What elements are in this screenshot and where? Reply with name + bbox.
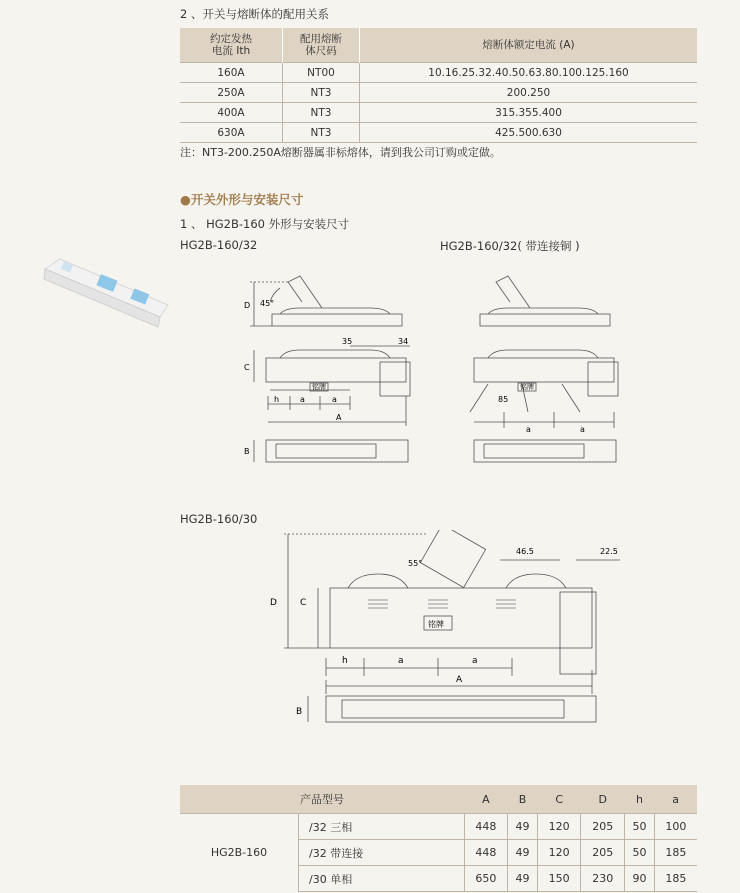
cell-rating: 315.355.400 bbox=[360, 103, 698, 123]
cell-size: NT00 bbox=[283, 63, 360, 83]
cell-B: 49 bbox=[508, 866, 538, 892]
cell-B: 49 bbox=[508, 840, 538, 866]
dim-a-label: a bbox=[398, 656, 404, 666]
cell-A: 650 bbox=[464, 866, 508, 892]
cell-B: 49 bbox=[508, 814, 538, 840]
cell-C: 120 bbox=[537, 814, 581, 840]
dim-a-label: a bbox=[332, 395, 337, 404]
dim-h-label: h bbox=[274, 395, 280, 404]
cell-model: HG2B-160 bbox=[180, 814, 299, 892]
cell-h: 50 bbox=[625, 814, 655, 840]
header-A: A bbox=[464, 785, 508, 814]
cell-rating: 200.250 bbox=[360, 83, 698, 103]
dim-46-5-label: 46.5 bbox=[516, 547, 534, 556]
model-label-32-copper: HG2B-160/32( 带连接铜 ) bbox=[440, 239, 580, 253]
dim-c-label: C bbox=[244, 363, 250, 372]
table-row bbox=[180, 63, 697, 83]
table-row bbox=[180, 83, 697, 103]
cell-h: 90 bbox=[625, 866, 655, 892]
dim-a-label: a bbox=[580, 425, 585, 434]
cell-size: NT3 bbox=[283, 123, 360, 143]
fuse-table-header bbox=[180, 28, 697, 63]
cell-h: 50 bbox=[625, 840, 655, 866]
dimension-table bbox=[180, 785, 697, 892]
header-model: 产品型号 bbox=[180, 785, 464, 814]
fuse-table-header-cell bbox=[360, 28, 698, 63]
angle-label: 45° bbox=[260, 299, 275, 308]
cell-current: 630A bbox=[180, 123, 283, 143]
dim-b-label: B bbox=[296, 707, 303, 717]
dim-22-5-label: 22.5 bbox=[600, 547, 618, 556]
cell-A: 448 bbox=[464, 814, 508, 840]
cell-C: 150 bbox=[537, 866, 581, 892]
cell-a: 185 bbox=[654, 866, 697, 892]
cell-rating: 425.500.630 bbox=[360, 123, 698, 143]
dim-h-label: h bbox=[342, 656, 348, 666]
dim-b-label: B bbox=[244, 447, 250, 456]
header-a: a bbox=[654, 785, 697, 814]
table-row bbox=[180, 123, 697, 143]
header-h: h bbox=[625, 785, 655, 814]
nameplate-label: 铭牌 bbox=[428, 620, 444, 629]
cell-A: 448 bbox=[464, 840, 508, 866]
dim-A-label: A bbox=[336, 413, 342, 422]
header-line: 电流 Ith bbox=[211, 45, 251, 57]
dim-d-label: D bbox=[244, 301, 251, 310]
cell-variant: /32 三相 bbox=[299, 814, 465, 840]
header-line: 熔断体额定电流 (A) bbox=[482, 39, 575, 51]
dim-a-label: a bbox=[300, 395, 305, 404]
sub-heading: 1 、 HG2B-160 外形与安装尺寸 bbox=[180, 217, 350, 231]
header-line: 配用熔断 bbox=[300, 33, 342, 45]
diagram-hg2b-160-32 bbox=[240, 262, 420, 472]
header-line: 约定发热 bbox=[210, 33, 252, 45]
table-row bbox=[180, 814, 697, 840]
fuse-table bbox=[180, 28, 697, 143]
cell-variant: /30 单相 bbox=[299, 866, 465, 892]
cell-rating: 10.16.25.32.40.50.63.80.100.125.160 bbox=[360, 63, 698, 83]
diagram-hg2b-160-32-copper bbox=[468, 262, 638, 472]
header-C: C bbox=[537, 785, 581, 814]
fuse-note: 注：NT3-200.250A熔断器属非标熔体，请到我公司订购或定做。 bbox=[180, 146, 501, 159]
dim-A-label: A bbox=[456, 675, 463, 685]
dim-a-label: a bbox=[526, 425, 531, 434]
header-line: 体尺码 bbox=[305, 45, 337, 57]
cell-D: 230 bbox=[581, 866, 625, 892]
cell-current: 400A bbox=[180, 103, 283, 123]
product-photo bbox=[40, 255, 170, 330]
model-label-32: HG2B-160/32 bbox=[180, 238, 258, 252]
cell-C: 120 bbox=[537, 840, 581, 866]
dim-85-label: 85 bbox=[498, 395, 509, 404]
header-B: B bbox=[508, 785, 538, 814]
dim-35-label: 35 bbox=[342, 337, 353, 346]
cell-a: 185 bbox=[654, 840, 697, 866]
cell-size: NT3 bbox=[283, 83, 360, 103]
cell-D: 205 bbox=[581, 840, 625, 866]
nameplate-label: 铭牌 bbox=[312, 383, 326, 391]
dim-34-label: 34 bbox=[398, 337, 409, 346]
dim-d-label: D bbox=[270, 598, 277, 608]
model-label-30: HG2B-160/30 bbox=[180, 512, 258, 526]
fuse-table-header-cell bbox=[180, 28, 283, 63]
cell-variant: /32 带连接 bbox=[299, 840, 465, 866]
dimension-table-header bbox=[180, 785, 697, 814]
nameplate-label: 铭牌 bbox=[520, 383, 534, 391]
table-row bbox=[180, 103, 697, 123]
section2-title: 2 、开关与熔断体的配用关系 bbox=[180, 7, 329, 21]
diagram-hg2b-160-30 bbox=[260, 530, 620, 780]
fuse-table-header-cell bbox=[283, 28, 360, 63]
cell-a: 100 bbox=[654, 814, 697, 840]
cell-D: 205 bbox=[581, 814, 625, 840]
cell-size: NT3 bbox=[283, 103, 360, 123]
section-heading: ●开关外形与安装尺寸 bbox=[180, 192, 304, 207]
cell-current: 160A bbox=[180, 63, 283, 83]
cell-current: 250A bbox=[180, 83, 283, 103]
angle-label: 55° bbox=[408, 559, 423, 568]
header-D: D bbox=[581, 785, 625, 814]
dim-a-label: a bbox=[472, 656, 478, 666]
dim-c-label: C bbox=[300, 598, 307, 608]
